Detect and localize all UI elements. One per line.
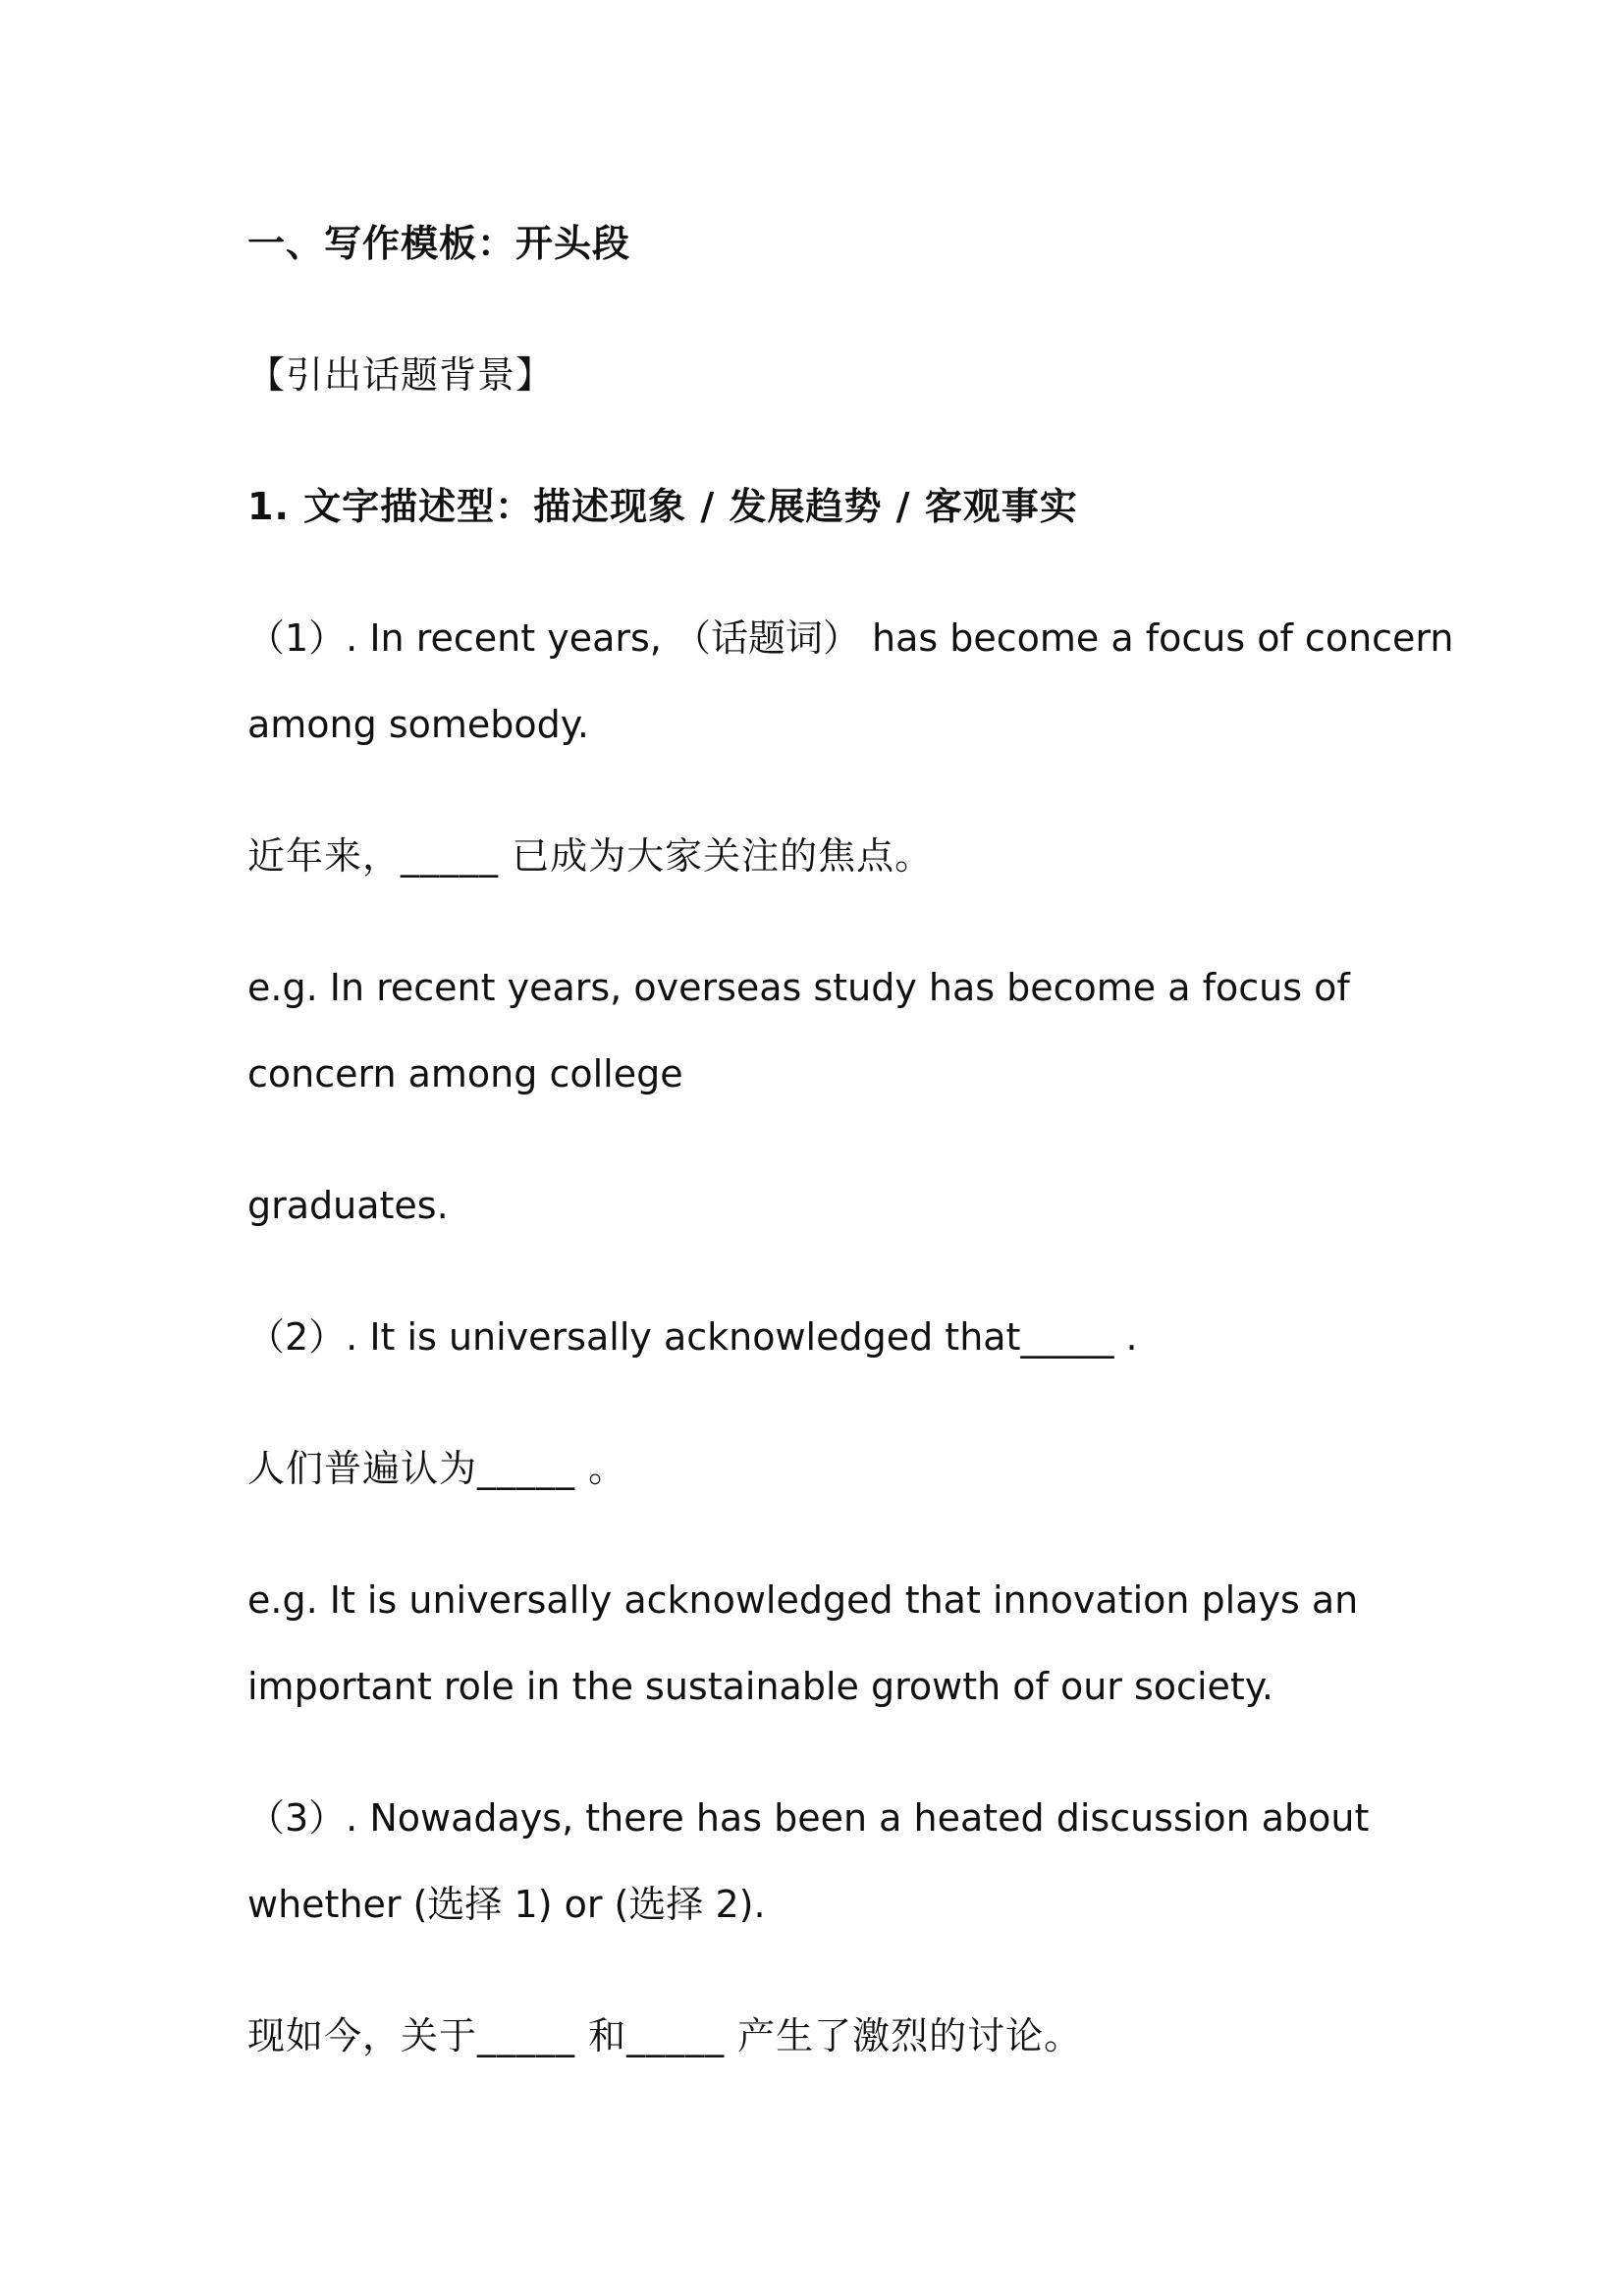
template-2-line-1: （2）. It is universally acknowledged that_____ . <box>247 1315 1138 1359</box>
section-label: 【引出话题背景】 <box>247 353 555 397</box>
example-1-line-3: graduates. <box>247 1184 449 1227</box>
template-1-translation: 近年来，_____ 已成为大家关注的焦点。 <box>247 834 934 878</box>
template-3-translation: 现如今，关于_____ 和_____ 产生了激烈的讨论。 <box>247 2014 1083 2057</box>
example-1-line-2: concern among college <box>247 1052 683 1095</box>
subheading: 1. 文字描述型：描述现象 / 发展趋势 / 客观事实 <box>247 485 1078 528</box>
template-3-line-1: （3）. Nowadays, there has been a heated discussion about <box>247 1796 1370 1840</box>
example-2-line-2: important role in the sustainable growth of our society. <box>247 1665 1273 1708</box>
example-1-line-1: e.g. In recent years, overseas study has become a focus of <box>247 966 1350 1009</box>
template-1-line-2: among somebody. <box>247 703 589 746</box>
example-2-line-1: e.g. It is universally acknowledged that innovation plays an <box>247 1578 1359 1622</box>
template-1-line-1: （1）. In recent years, （话题词） has become a focus of concern <box>247 616 1454 660</box>
page-heading: 一、写作模板：开头段 <box>247 222 631 265</box>
template-2-translation: 人们普遍认为_____ 。 <box>247 1447 627 1490</box>
template-3-line-2: whether (选择 1) or (选择 2). <box>247 1883 766 1926</box>
